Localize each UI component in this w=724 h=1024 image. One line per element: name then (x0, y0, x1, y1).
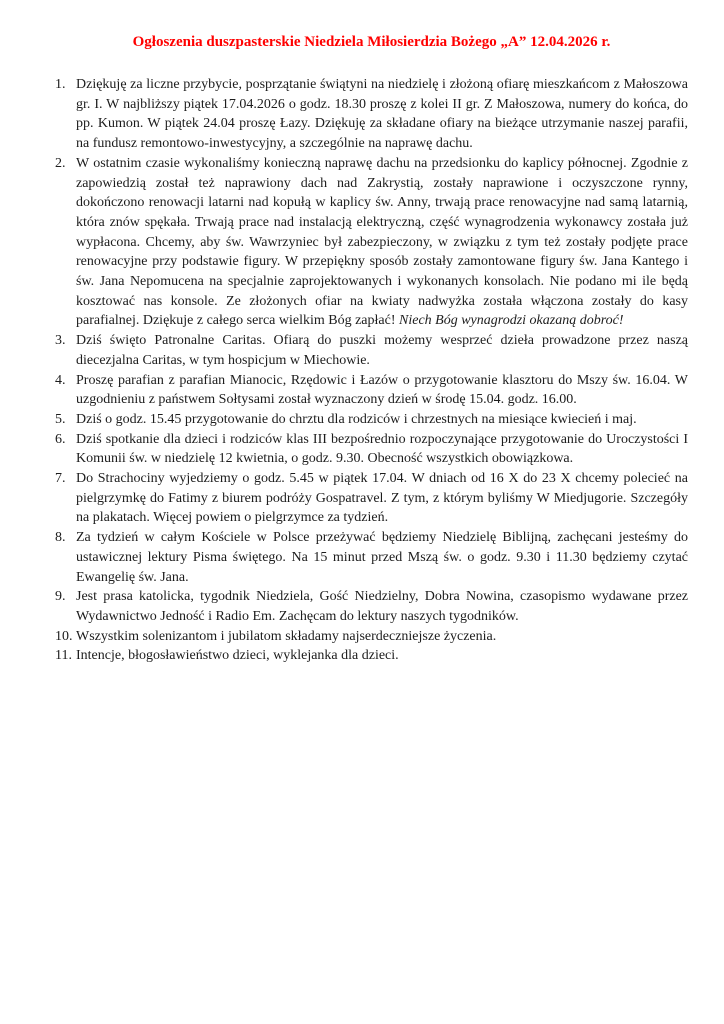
list-item (55, 75, 688, 154)
item-text: Dziś spotkanie dla dzieci i rodziców klas III bezpośrednio rozpoczynające przygotowanie do Uroczystości I Komunii św. w niedzielę 12 kwietnia, o godz. 9.30. Obecność wszystkich obowiązkowa. (76, 431, 688, 467)
list-item (55, 646, 688, 666)
item-text: Za tydzień w całym Kościele w Polsce przeżywać będziemy Niedzielę Biblijną, zachęcani jesteśmy do ustawicznej lektury Pisma świętego. Na 15 minut przed Mszą św. o godz. 9.30 i 11.30 będziemy czytać Ewangelię św. Jana. (76, 530, 688, 585)
list-item (55, 154, 688, 331)
list-item (55, 587, 688, 626)
item-text: W ostatnim czasie wykonaliśmy konieczną naprawę dachu na przedsionku do kaplicy północnej. Zgodnie z zapowiedzią został też naprawiony dach nad Zakrystią, zostały naprawione i oczyszczone rynny, dokończono renowacji latarni nad kopułą w kaplicy św. Anny, trwają prace renowacyjne nad samą latarnią, która znów spękała. Trwają prace nad instalacją elektryczną, część wynagrodzenia wykonawcy została już wypłacona. Chcemy, aby św. Wawrzyniec był zabezpieczony, w związku z tym też zostały podjęte prace renowacyjne przy podstawie figury. W przepiękny sposób zostały zamontowane figury św. Jana Kantego i św. Jana Nepomucena na specjalnie zaprojektowanych i wykonanych konsolach. Nie podano mi ile będą kosztować nas konsole. Ze złożonych ofiar na kwiaty nadwyżka została włączona zostały do kasy parafialnej. Dziękuje z całego serca wielkim Bóg zapłać! (76, 155, 688, 329)
list-item (55, 528, 688, 587)
item-text: Dziś o godz. 15.45 przygotowanie do chrztu dla rodziców i chrzestnych na miesiące kwiecień i maj. (76, 411, 637, 427)
item-number: 11. (55, 648, 72, 664)
item-text: Do Strachociny wyjedziemy o godz. 5.45 w piątek 17.04. W dniach od 16 X do 23 X chcemy polecieć na pielgrzymkę do Fatimy z biurem podróży Gospatravel. Z tym, z którym byliśmy W Miedjugorie. Szczegóły na plakatach. Więcej powiem o pielgrzymce za tydzień. (76, 471, 688, 526)
announcements-list (55, 75, 688, 666)
list-item (55, 469, 688, 528)
list-item (55, 371, 688, 410)
list-item (55, 331, 688, 370)
item-number: 10. (55, 628, 73, 644)
item-number: 5. (55, 411, 66, 427)
item-text: Dziękuję za liczne przybycie, posprzątanie świątyni na niedzielę i złożoną ofiarę mieszkańcom z Małoszowa gr. I. W najbliższy piątek 17.04.2026 o godz. 18.30 proszę z kolei II gr. Z Małoszowa, numery do końca, do pp. Kumon. W piątek 24.04 proszę Łazy. Dziękuję za składane ofiary na bieżące utrzymanie naszej parafii, na fundusz remontowo-inwestycyjny, a szczególnie na naprawę dachu. (76, 77, 688, 152)
item-number: 9. (55, 589, 66, 605)
page-title: Ogłoszenia duszpasterskie Niedziela Miłosierdzia Bożego „A” 12.04.2026 r. (132, 34, 611, 50)
list-item (55, 410, 688, 430)
item-text: Jest prasa katolicka, tygodnik Niedziela, Gość Niedzielny, Dobra Nowina, czasopismo wydawane przez Wydawnictwo Jedność i Radio Em. Zachęcam do lektury naszych tygodników. (76, 589, 688, 624)
item-number: 7. (55, 471, 66, 487)
item-text-italic: Niech Bóg wynagrodzi okazaną dobroć! (399, 313, 624, 329)
item-text: Proszę parafian z parafian Mianocic, Rzędowic i Łazów o przygotowanie klasztoru do Mszy św. 16.04. W uzgodnieniu z państwem Sołtysami został wyznaczony dzień w środę 15.04. godz. 16.00. (76, 372, 688, 408)
item-number: 2. (55, 155, 66, 171)
item-number: 8. (55, 530, 66, 546)
item-text: Wszystkim solenizantom i jubilatom składamy najserdeczniejsze życzenia. (76, 628, 497, 644)
item-text: Dziś święto Patronalne Caritas. Ofiarą do puszki możemy wesprzeć dzieła prowadzone przez naszą diecezjalna Caritas, w tym hospicjum w Miechowie. (76, 333, 688, 368)
list-item (55, 627, 688, 647)
item-number: 4. (55, 372, 66, 388)
item-number: 1. (55, 77, 66, 92)
item-number: 3. (55, 333, 66, 349)
item-number: 6. (55, 431, 66, 447)
item-text: Intencje, błogosławieństwo dzieci, wyklejanka dla dzieci. (76, 648, 399, 664)
list-item (55, 430, 688, 469)
